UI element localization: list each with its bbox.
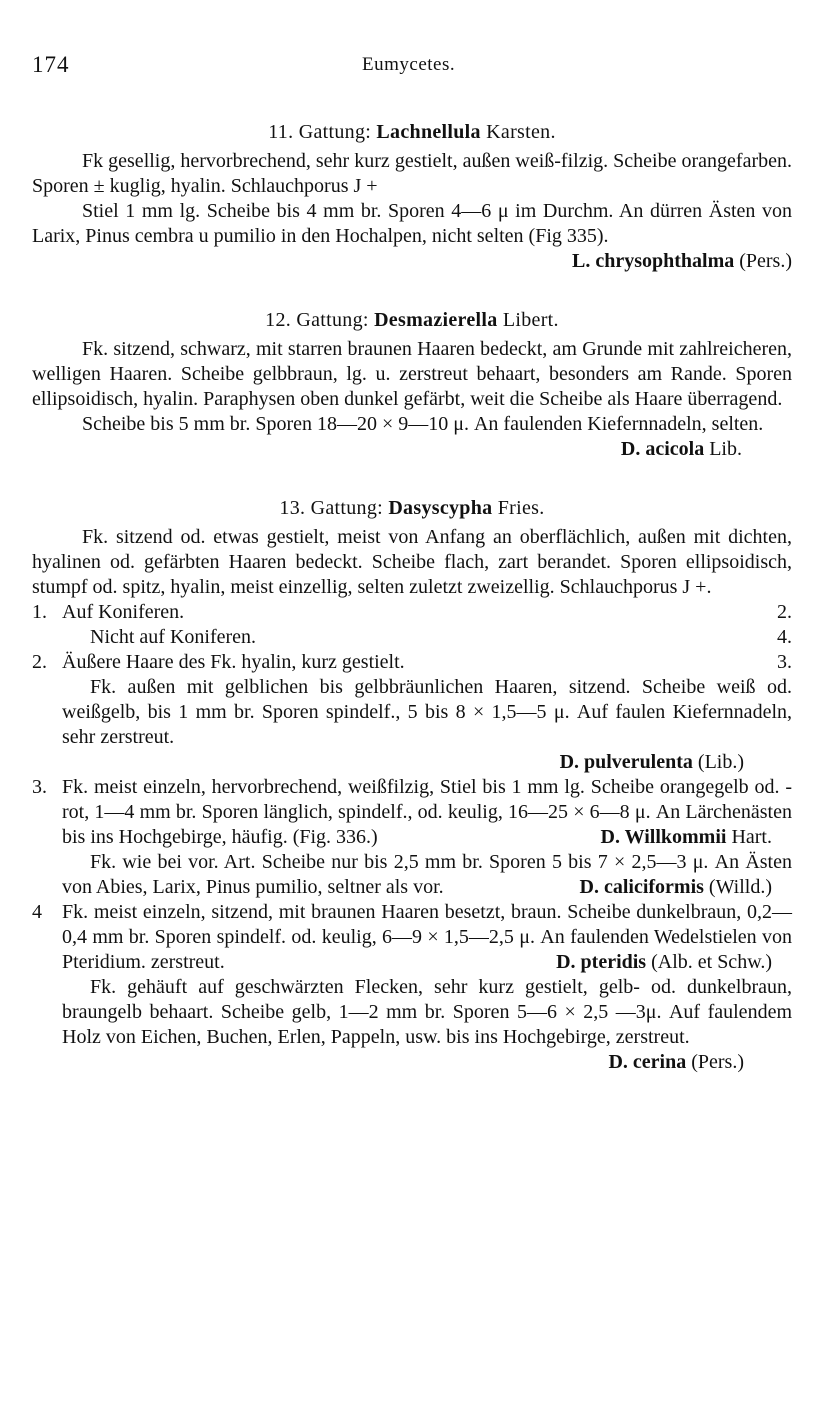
species-description: Scheibe bis 5 mm br. Sporen 18—20 × 9—10 μ. An faulenden Kiefernnadeln, selten. D. acicola Lib. xyxy=(82,413,764,460)
key-entry-4b: Fk. gehäuft auf geschwärzten Flecken, sehr kurz gestielt, gelb- od. dunkelbraun, braungelb behaart. Scheibe gelb, 1—2 mm br. Sporen 5—6 × 2,5 —3μ. Auf faulendem Holz von Eichen, Buchen, Erlen, Pappeln, usw. bis ins Hochgebirge, zerstreut. xyxy=(62,976,792,1048)
key-entry-2: 2. Äußere Haare des Fk. hyalin, kurz gestielt. 3. xyxy=(32,651,792,673)
genus-description: Fk gesellig, hervorbrechend, sehr kurz gestielt, außen weiß-filzig. Scheibe orangefarben. Sporen ± kuglig, hyalin. Schlauchporus J + xyxy=(32,150,792,197)
genus-heading-13: 13. Gattung: Dasyscypha Fries. xyxy=(279,497,545,519)
genus-description: Fk. sitzend, schwarz, mit starren braunen Haaren bedeckt, am Grunde mit zahlreicheren, welligen Haaren. Scheibe gelbbraun, lg. u. zerstreut behaart, besonders am Rande. Sporen ellipsoidisch, hyalin. Paraphysen oben dunkel gefärbt, weit die Scheibe als Haare überragend. xyxy=(32,338,792,410)
species-line: D. cerina (Pers.) xyxy=(608,1051,744,1073)
running-title: Eumycetes. xyxy=(362,54,456,75)
genus-heading-11: 11. Gattung: Lachnellula Karsten. xyxy=(268,121,556,143)
species-name: L. chrysophthalma xyxy=(571,250,735,272)
key-entry-1: 1. Auf Koniferen. 2. xyxy=(32,601,792,623)
key-entry-3: 3. Fk. meist einzeln, hervorbrechend, weißfilzig, Stiel bis 1 mm lg. Scheibe orangegelb od. -rot, 1—4 mm br. Sporen länglich, spindelf., od. keulig, 16—25 × 6—8 μ. An Lärchenästen bis ins Hochgebirge, häufig. (Fig. 336.) D. Willkommii Hart. xyxy=(32,776,792,848)
species-line: D. pulverulenta (Lib.) xyxy=(559,751,744,773)
key-entry-4: 4 Fk. meist einzeln, sitzend, mit braunen Haaren besetzt, braun. Scheibe dunkelbraun, 0,2—0,4 mm br. Sporen spindelf. od. keulig, 6—9 × 1,5—2,5 μ. An faulenden Wedelstielen von Pteridium. zerstreut. D. pteridis (Alb. et Schw.) xyxy=(32,901,792,973)
species-name: D. acicola xyxy=(620,438,705,460)
species-name: D. cerina xyxy=(608,1051,687,1073)
key-entry-1b: Nicht auf Koniferen. 4. xyxy=(90,626,792,648)
genus-description: Fk. sitzend od. etwas gestielt, meist von Anfang an oberflächlich, außen mit dichten, hyalinen od. gefärbten Haaren bedeckt. Scheibe flach, zart berandet. Sporen ellipsoidisch, stumpf od. spitz, hyalin, meist einzellig, selten zuletzt zweizellig. Schlauchporus J +. xyxy=(32,526,792,598)
key-entry-3b: Fk. wie bei vor. Art. Scheibe nur bis 2,5 mm br. Sporen 5 bis 7 × 2,5—3 μ. An Ästen von Abies, Larix, Pinus pumilio, seltner als vor. D. caliciformis (Willd.) xyxy=(62,851,792,898)
species-name: D. pulverulenta xyxy=(559,751,693,773)
key-entry-2b: Fk. außen mit gelblichen bis gelbbräunlichen Haaren, sitzend. Scheibe weiß od. weißgelb, bis 1 mm br. Sporen spindelf., 5 bis 8 × 1,5—5 μ. Auf faulen Kiefernnadeln, sehr zerstreut. xyxy=(62,676,792,748)
species-description: Stiel 1 mm lg. Scheibe bis 4 mm br. Sporen 4—6 μ im Durchm. An dürren Ästen von Larix, Pinus cembra u pumilio in den Hochalpen, nicht selten (Fig 335). L. chrysophthalma (Pers.) xyxy=(32,200,792,272)
species-name: D. caliciformis xyxy=(579,876,704,898)
genus-heading-12: 12. Gattung: Desmazierella Libert. xyxy=(265,309,559,331)
page-header xyxy=(32,52,792,82)
genus-name: Lachnellula xyxy=(376,121,481,143)
genus-name: Dasyscypha xyxy=(388,497,493,519)
page-number: 174 xyxy=(32,52,70,77)
species-name: D. pteridis xyxy=(556,951,647,973)
genus-name: Desmazierella xyxy=(374,309,498,331)
species-name: D. Willkommii xyxy=(600,826,727,848)
page-content xyxy=(32,116,792,1075)
